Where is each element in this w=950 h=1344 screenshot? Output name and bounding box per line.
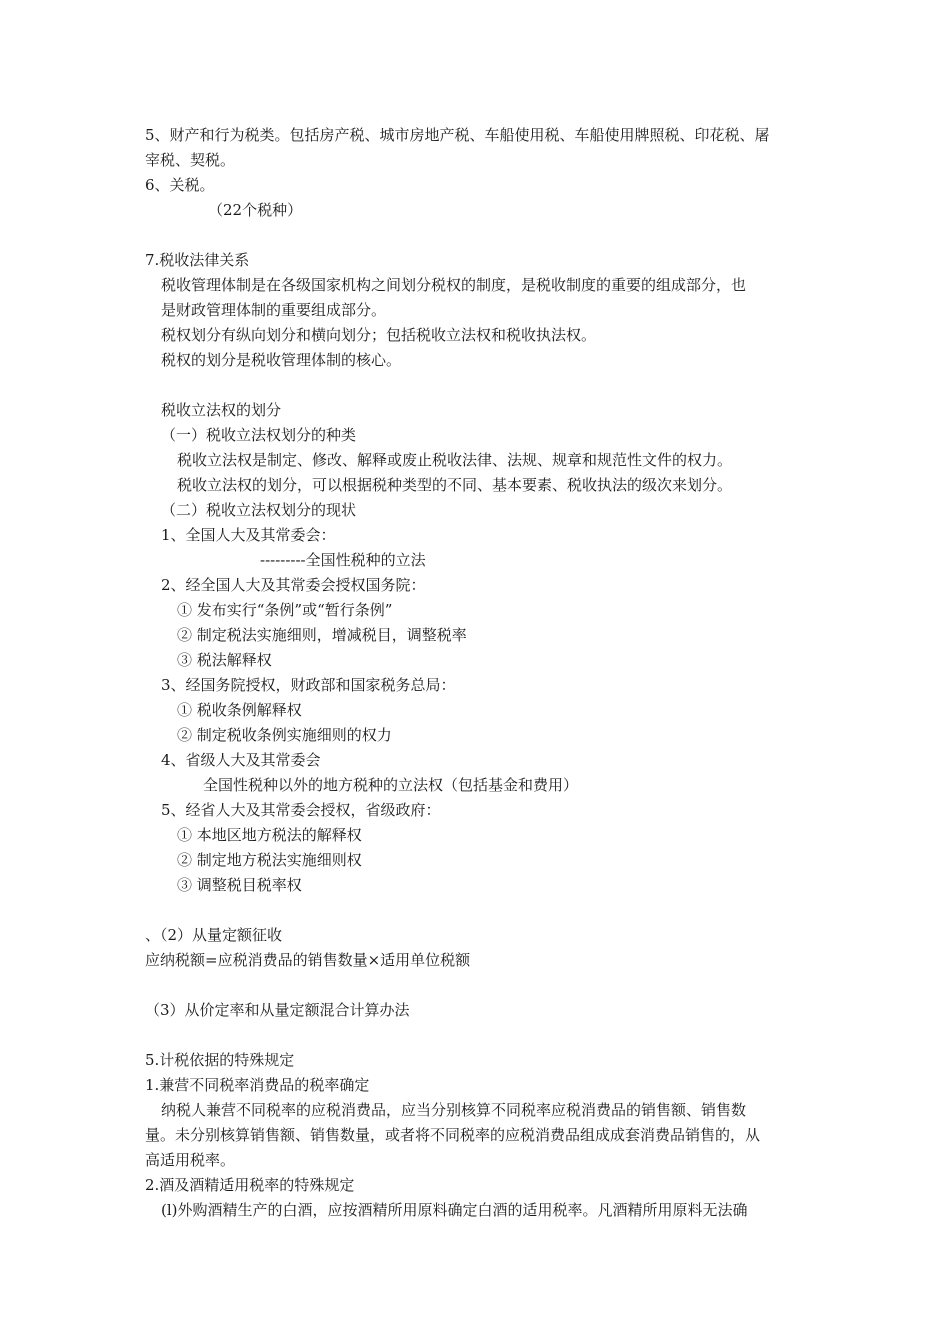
section-heading: 5.计税依据的特殊规定 [145, 1051, 295, 1069]
text-line: ③ 税法解释权 [177, 651, 272, 669]
text-line: 宰税、契税。 [145, 151, 236, 169]
text-line: 2、经全国人大及其常委会授权国务院： [161, 576, 426, 594]
text-line: ② 制定税法实施细则，增减税目，调整税率 [177, 626, 467, 644]
text-line: 是财政管理体制的重要组成部分。 [161, 301, 387, 319]
text-line: ① 税收条例解释权 [177, 701, 302, 719]
text-line: 纳税人兼营不同税率的应税消费品，应当分别核算不同税率应税消费品的销售额、销售数 [161, 1101, 747, 1119]
text-line: ① 发布实行“条例”或“暂行条例” [177, 601, 393, 619]
text-line: 高适用税率。 [145, 1151, 236, 1169]
text-line: 税权划分有纵向划分和横向划分；包括税收立法权和税收执法权。 [161, 326, 597, 344]
text-line: 4、省级人大及其常委会 [161, 751, 321, 769]
section-heading: （3）从价定率和从量定额混合计算办法 [145, 1001, 410, 1019]
text-line: ① 本地区地方税法的解释权 [177, 826, 362, 844]
text-line: 税收立法权是制定、修改、解释或废止税收法律、法规、规章和规范性文件的权力。 [177, 451, 733, 469]
text-line: 2.酒及酒精适用税率的特殊规定 [145, 1176, 355, 1194]
text-line: 税收立法权的划分，可以根据税种类型的不同、基本要素、税收执法的级次来划分。 [177, 476, 733, 494]
text-line: （22个税种） [208, 201, 303, 219]
text-line: 税权的划分是税收管理体制的核心。 [161, 351, 402, 369]
text-line: 3、经国务院授权，财政部和国家税务总局： [161, 676, 456, 694]
text-line: （二）税收立法权划分的现状 [161, 501, 357, 519]
text-line: 1、全国人大及其常委会： [161, 526, 336, 544]
text-line: （一）税收立法权划分的种类 [161, 426, 357, 444]
section-heading: 、（2）从量定额征收 [145, 926, 283, 944]
text-line: ---------全国性税种的立法 [260, 551, 426, 569]
text-line: ③ 调整税目税率权 [177, 876, 302, 894]
text-line: 1.兼营不同税率消费品的税率确定 [145, 1076, 370, 1094]
text-line: 6、关税。 [145, 176, 215, 194]
section-heading: 7.税收法律关系 [145, 251, 250, 269]
text-line: 税收管理体制是在各级国家机构之间划分税权的制度，是税收制度的重要的组成部分，也 [161, 276, 747, 294]
text-line: ② 制定地方税法实施细则权 [177, 851, 362, 869]
text-line: ② 制定税收条例实施细则的权力 [177, 726, 392, 744]
text-line: 5、经省人大及其常委会授权，省级政府： [161, 801, 441, 819]
text-line: 量。未分别核算销售额、销售数量，或者将不同税率的应税消费品组成成套消费品销售的，从 [145, 1126, 761, 1144]
section-heading: 税收立法权的划分 [161, 401, 282, 419]
text-line: (l)外购酒精生产的白酒，应按酒精所用原料确定白酒的适用税率。凡酒精所用原料无法确 [161, 1201, 748, 1219]
formula-line: 应纳税额=应税消费品的销售数量×适用单位税额 [145, 951, 471, 969]
text-line: 全国性税种以外的地方税种的立法权（包括基金和费用） [203, 776, 579, 794]
text-line: 5、财产和行为税类。包括房产税、城市房地产税、车船使用税、车船使用牌照税、印花税、屠 [145, 126, 770, 144]
